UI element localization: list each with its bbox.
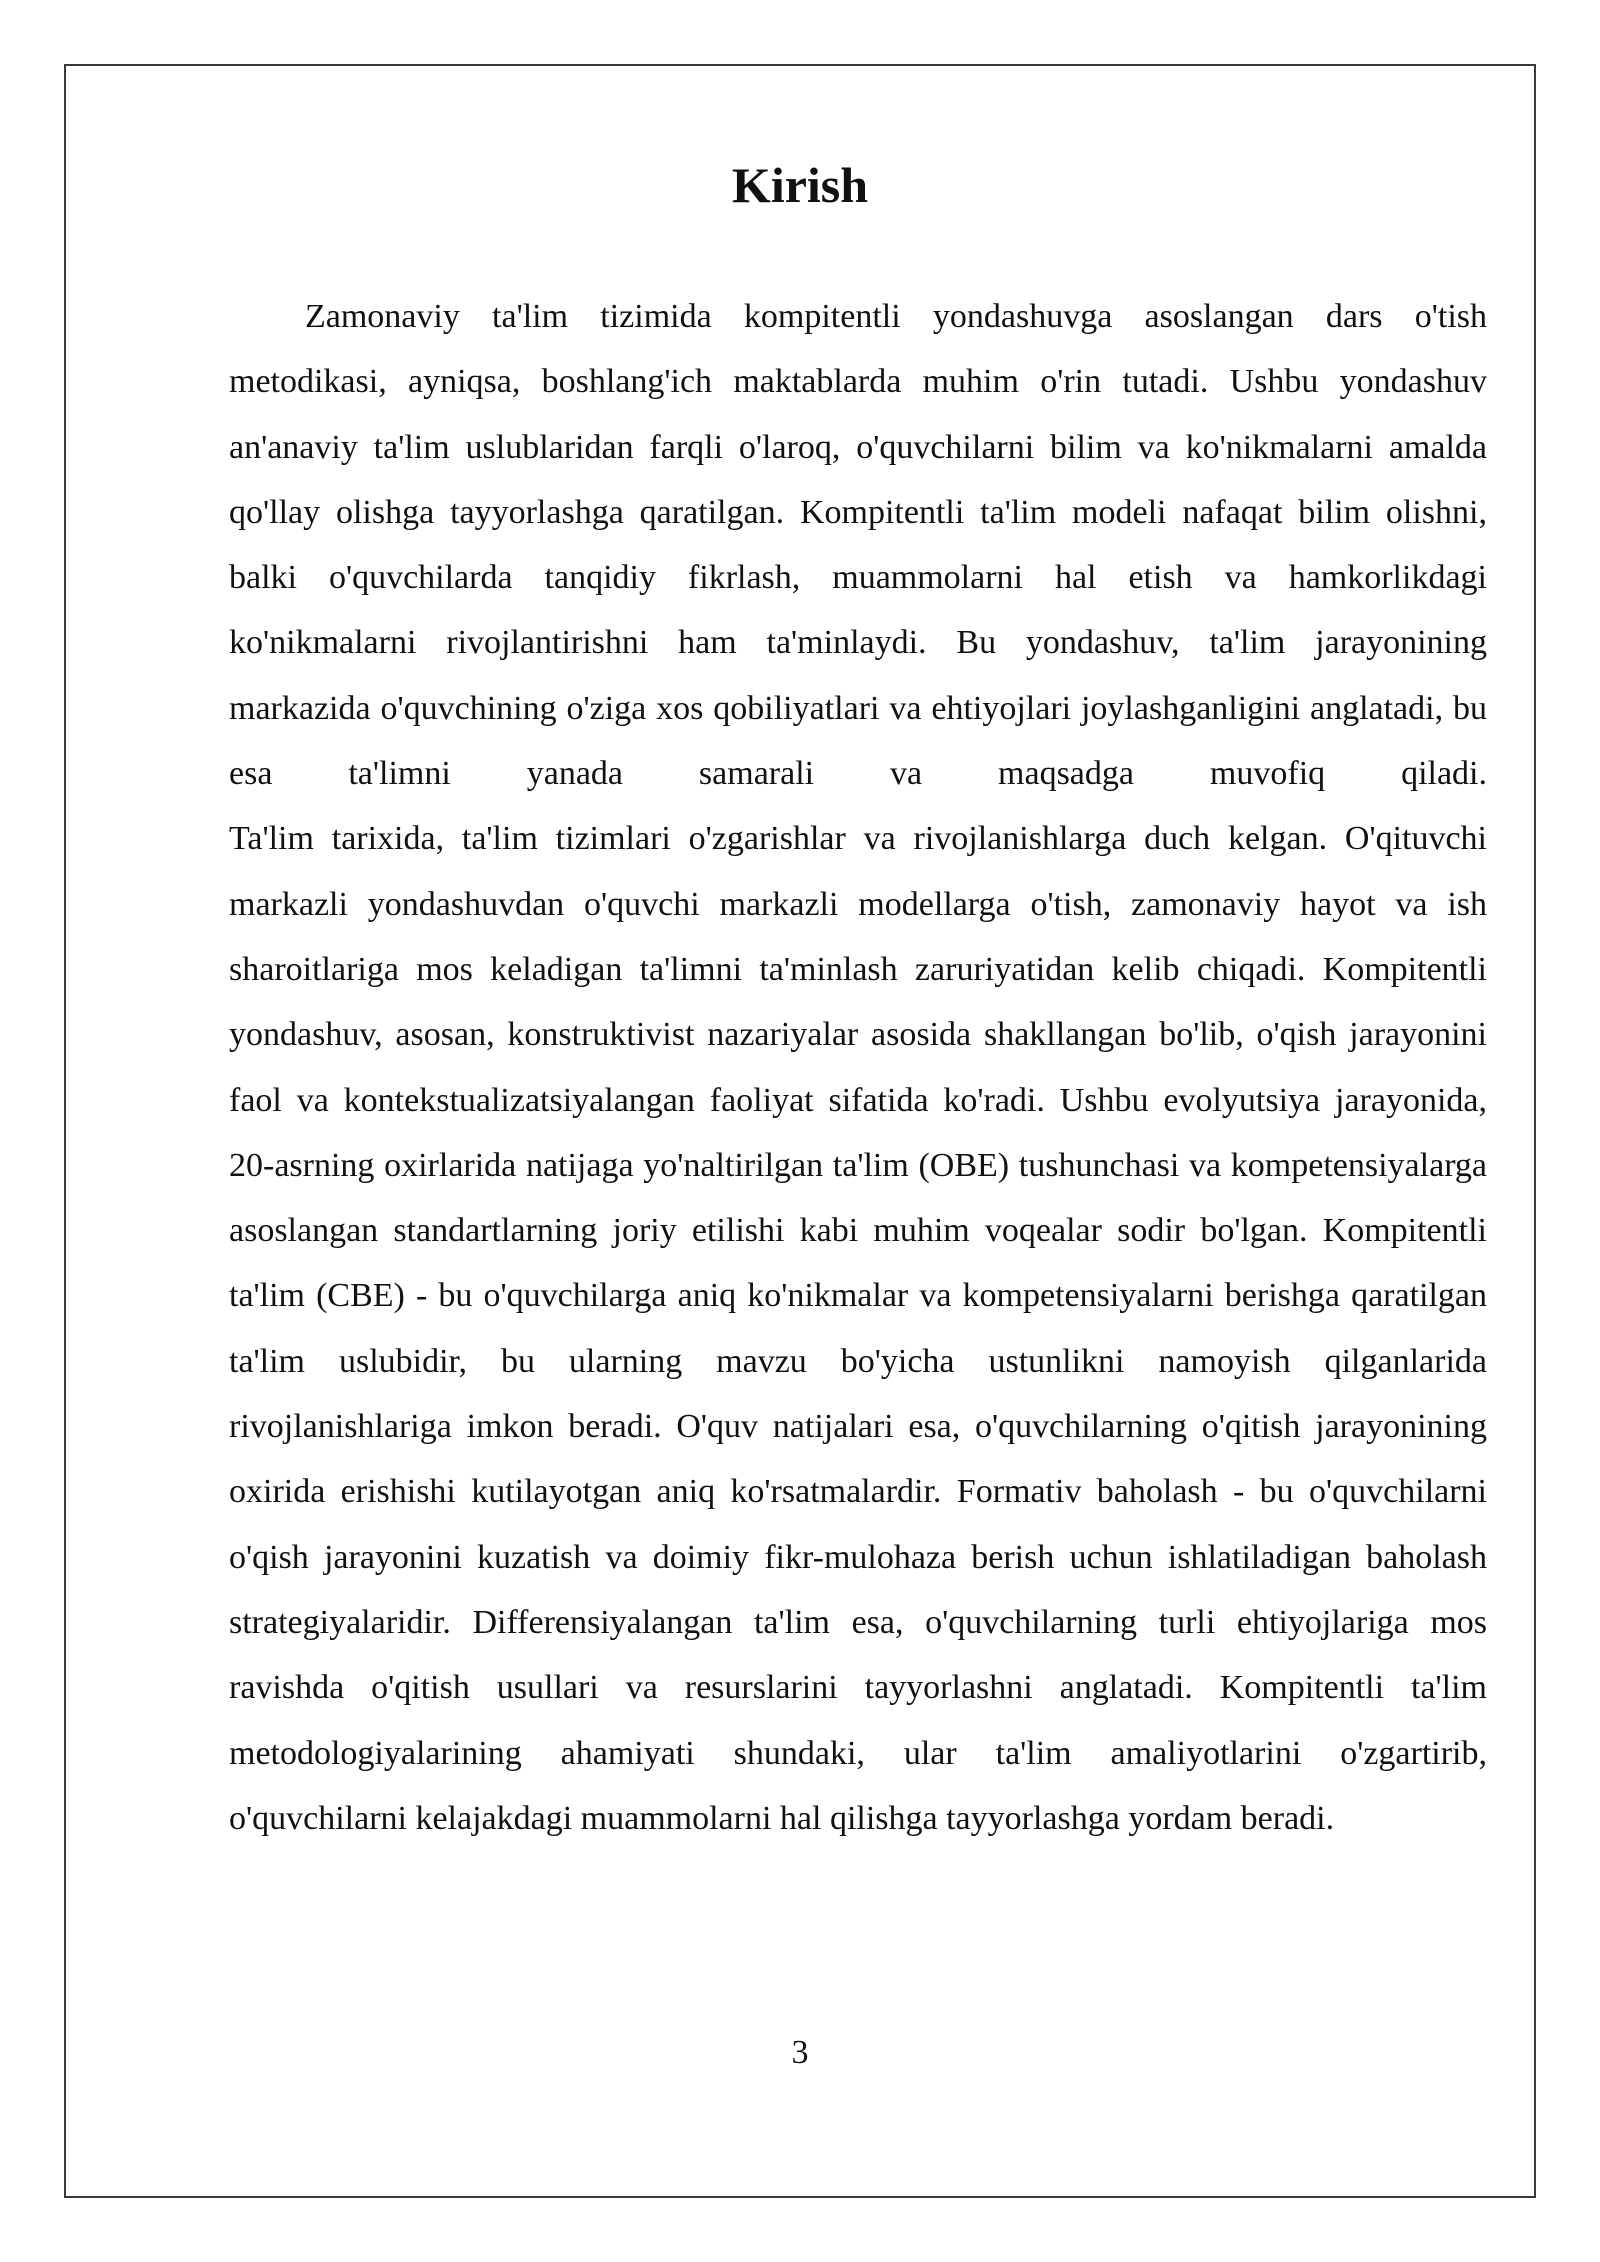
page-number: 3 — [791, 2034, 809, 2071]
page-title: Kirish — [731, 157, 869, 213]
document-body — [229, 284, 1487, 1851]
paragraph-history: Ta'lim tarixida, ta'lim tizimlari o'zgarishlar va rivojlanishlarga duch kelgan. O'qituvchi markazli yondashuvdan o'quvchi markazli modellarga o'tish, zamonaviy hayot va ish sharoitlariga mos keladigan ta'limni ta'minlash zaruriyatidan kelib chiqadi. Kompitentli yondashuv, asosan, konstruktivist nazariyalar asosida shakllangan bo'lib, o'qish jarayonini faol va kontekstualizatsiyalangan faoliyat sifatida ko'radi. Ushbu evolyutsiya jarayonida, 20-asrning oxirlarida natijaga yo'naltirilgan ta'lim (OBE) tushunchasi va kompetensiyalarga asoslangan standartlarning joriy etilishi kabi muhim voqealar sodir bo'lgan. Kompitentli ta'lim (CBE) - bu o'quvchilarga aniq ko'nikmalar va kompetensiyalarni berishga qaratilgan ta'lim uslubidir, bu ularning mavzu bo'yicha ustunlikni namoyish qilganlarida rivojlanishlariga imkon beradi. O'quv natijalari esa, o'quvchilarning o'qitish jarayonining oxirida erishishi kutilayotgan aniq ko'rsatmalardir. Formativ baholash - bu o'quvchilarni o'qish jarayonini kuzatish va doimiy fikr-mulohaza berish uchun ishlatiladigan baholash strategiyalaridir. Differensiyalangan ta'lim esa, o'quvchilarning turli ehtiyojlariga mos ravishda o'qitish usullari va resurslarini tayyorlashni anglatadi. Kompitentli ta'lim metodologiyalarining ahamiyati shundaki, ular ta'lim amaliyotlarini o'zgartirib, o'quvchilarni kelajakdagi muammolarni hal qilishga tayyorlashga yordam beradi. — [229, 820, 1487, 1837]
paragraph-intro: Zamonaviy ta'lim tizimida kompitentli yondashuvga asoslangan dars o'tish metodikasi, ayniqsa, boshlang'ich maktablarda muhim o'rin tutadi. Ushbu yondashuv an'anaviy ta'lim uslublaridan farqli o'laroq, o'quvchilarni bilim va ko'nikmalarni amalda qo'llay olishga tayyorlashga qaratilgan. Kompitentli ta'lim modeli nafaqat bilim olishni, balki o'quvchilarda tanqidiy fikrlash, muammolarni hal etish va hamkorlikdagi ko'nikmalarni rivojlantirishni ham ta'minlaydi. Bu yondashuv, ta'lim jarayonining markazida o'quvchining o'ziga xos qobiliyatlari va ehtiyojlari joylashganligini anglatadi, bu esa ta'limni yanada samarali va maqsadga muvofiq qiladi. — [229, 298, 1487, 793]
